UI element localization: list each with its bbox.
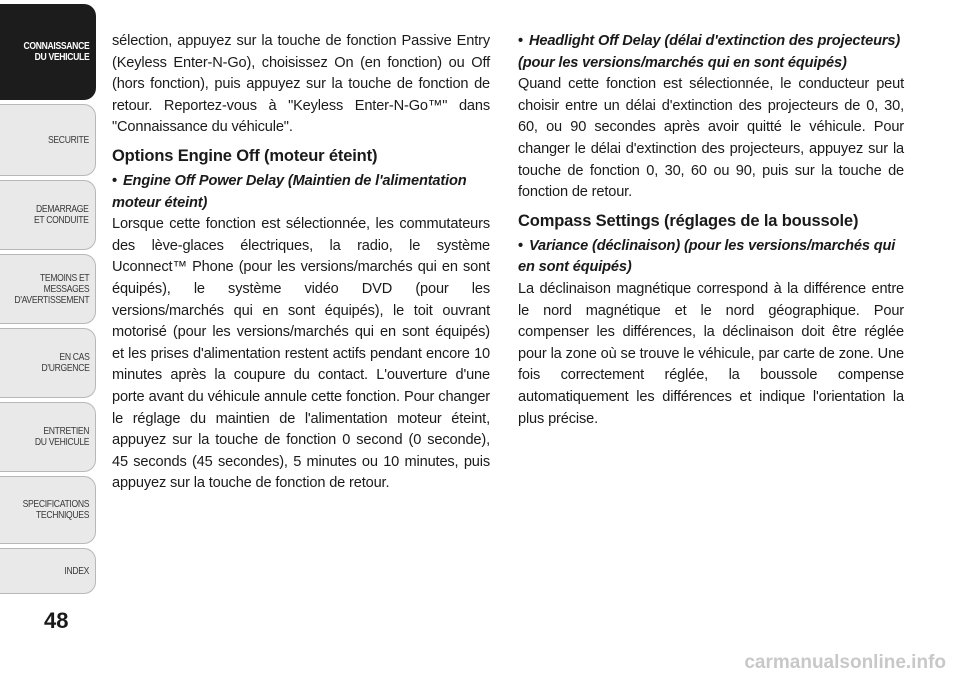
tab-temoins-et-messages[interactable] xyxy=(0,254,96,324)
bullet-text: Headlight Off Delay (délai d'extinction des projecteurs) (pour les versions/marchés qui en sont équipés) xyxy=(518,33,901,71)
tab-label: ENTRETIEN DU VEHICULE xyxy=(34,425,89,448)
headlight-body: Quand cette fonction est sélectionnée, le conducteur peut choisir entre un délai d'extinction des projecteurs de 0, 30, 60, ou 90 secondes après avoir quitté le véhicule. Pour changer le délai d'extinction des projecteurs, appuyez sur la touche de fonction 0, 30, 60 ou 90, puis sur la touche de fonction de retour. xyxy=(518,76,904,201)
engine-off-body: Lorsque cette fonction est sélectionnée, les commutateurs des lève-glaces électriques, la radio, le système Uconnect™ Phone (pour les versions/marchés qui en sont équipés), le système vidéo DVD (pour les versions/marchés qui en sont équipés), le toit ouvrant motorisé (pour les versions/marchés qui en sont équipés) et les prises d'alimentation restent actifs pendant encore 10 minutes après la coupure du contact. L'ouverture d'une porte avant du véhicule annule cette fonction. Pour changer le réglage du maintien de l'alimentation moteur éteint, appuyez sur la touche de fonction 0 second (0 seconde), 45 seconds (45 secondes), 5 minutes ou 10 minutes, puis appuyez sur la touche de fonction de retour. xyxy=(112,216,490,492)
bullet-icon: • xyxy=(518,33,523,49)
tab-label: TEMOINS ET MESSAGES D'AVERTISSEMENT xyxy=(14,271,89,306)
right-column xyxy=(518,31,904,430)
tab-index[interactable] xyxy=(0,548,96,594)
bullet-text: Variance (déclinaison) (pour les versions/marchés qui en sont équipés) xyxy=(518,237,896,276)
tab-securite[interactable] xyxy=(0,104,96,176)
intro-paragraph: sélection, appuyez sur la touche de fonction Passive Entry (Keyless Enter-N-Go), choisissez On (en fonction) ou Off (hors fonction), puis appuyez sur la touche de fonction de retour. Reportez-vous à "Keyless Enter-N-Go™" dans "Connaissance du véhicule". xyxy=(112,33,490,136)
section-heading-compass: Compass Settings (réglages de la boussole) xyxy=(518,211,859,230)
bullet-variance xyxy=(518,236,904,279)
bullet-engine-off-power-delay xyxy=(112,171,490,214)
tab-entretien-du-vehicule[interactable] xyxy=(0,402,96,472)
chapter-tabs xyxy=(0,0,98,678)
tab-specifications-techniques[interactable] xyxy=(0,476,96,544)
tab-label: EN CAS D'URGENCE xyxy=(41,351,89,374)
tab-label: DEMARRAGE ET CONDUITE xyxy=(34,203,89,226)
tab-demarrage-et-conduite[interactable] xyxy=(0,180,96,250)
bullet-headlight-off-delay xyxy=(518,31,904,74)
watermark: carmanualsonline.info xyxy=(744,652,946,673)
tab-label: INDEX xyxy=(64,564,89,577)
tab-label: CONNAISSANCE DU VEHICULE xyxy=(23,40,89,63)
tab-label: SPECIFICATIONS TECHNIQUES xyxy=(22,498,89,521)
tab-en-cas-durgence[interactable] xyxy=(0,328,96,398)
page-number: 48 xyxy=(44,608,69,633)
section-heading-engine-off: Options Engine Off (moteur éteint) xyxy=(112,146,378,165)
bullet-text: Engine Off Power Delay (Maintien de l'alimentation moteur éteint) xyxy=(112,172,467,211)
bullet-icon: • xyxy=(112,172,117,189)
tab-connaissance-du-vehicule[interactable] xyxy=(0,4,96,100)
left-column xyxy=(112,31,490,495)
variance-body: La déclinaison magnétique correspond à la différence entre le nord magnétique et le nord géographique. Pour compenser les différences, la déclinaison doit être réglée pour la zone où se trouve le véhicule, par carte de zone. Une fois correctement réglée, la boussole compense automatiquement les différences et indique l'orientation la plus précise. xyxy=(518,280,904,427)
tab-label: SECURITE xyxy=(48,133,89,146)
bullet-icon: • xyxy=(518,237,523,254)
